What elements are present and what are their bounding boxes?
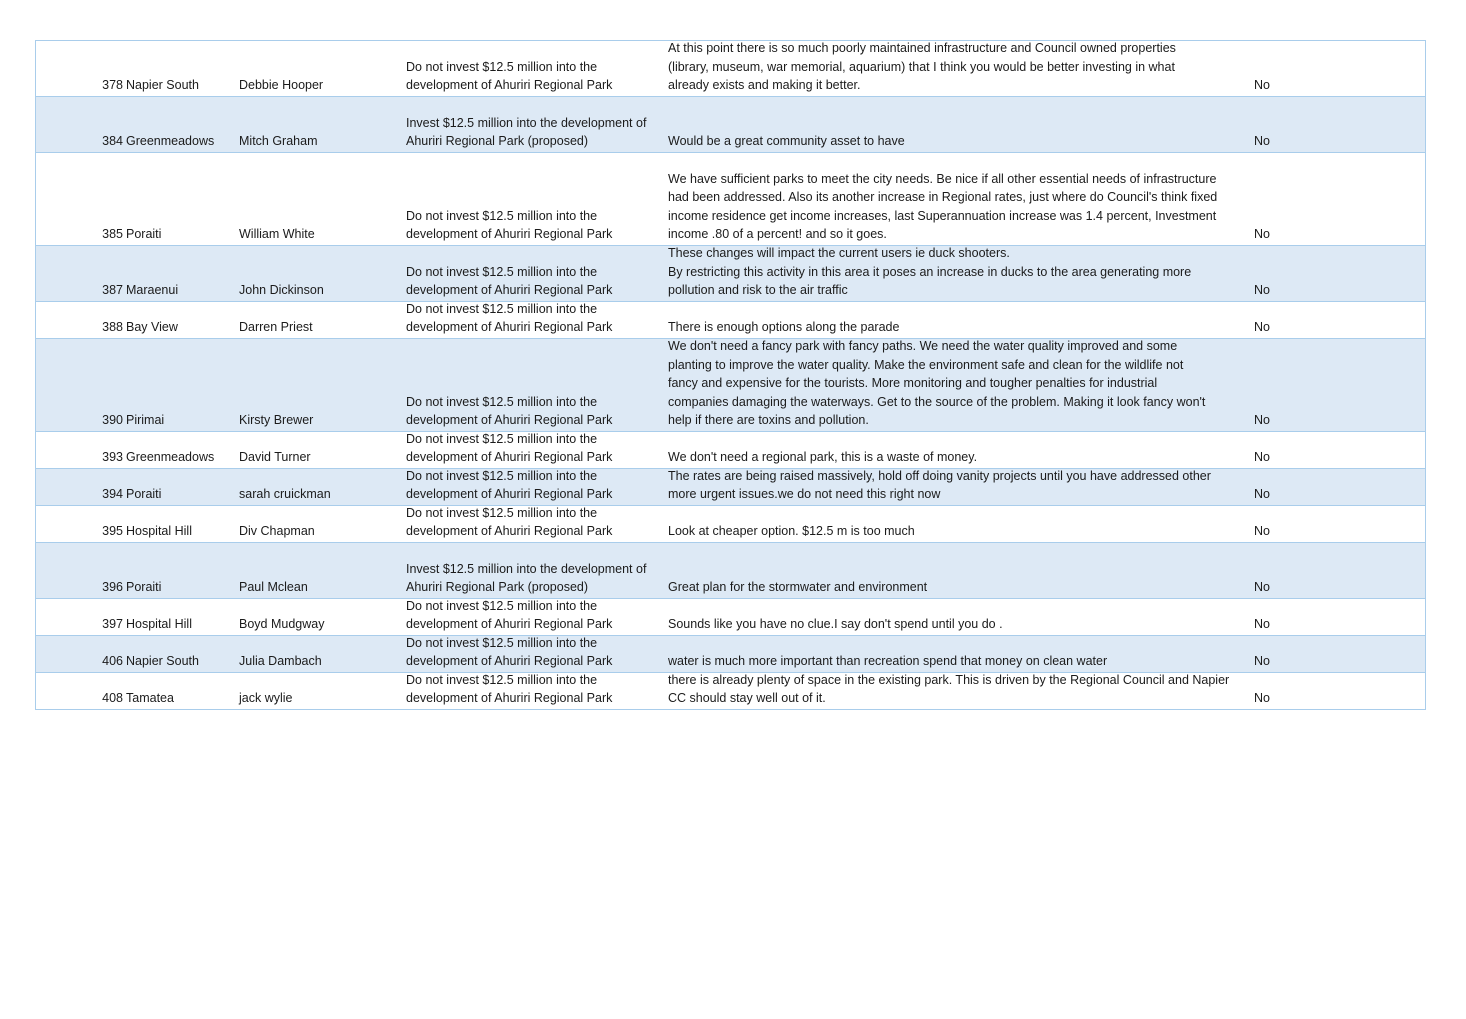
table-row [36,673,1425,710]
suburb: Poraiti [126,487,162,502]
submission-id: 390 [102,413,123,428]
suburb: Hospital Hill [126,617,192,632]
comment: These changes will impact the current users ie duck shooters. By restricting this activity in this area it poses an increase in ducks to the area generating more pollution and risk to the air traffic [668,246,1192,298]
submitter-name: Boyd Mudgway [239,617,325,632]
submission-id: 397 [102,617,123,632]
answer-flag: No [1254,524,1270,539]
selected-option: Do not invest $12.5 million into the development of Ahuriri Regional Park [406,264,613,298]
answer-flag: No [1254,134,1270,149]
submitter-name: William White [239,227,315,242]
answer-flag: No [1254,450,1270,465]
selected-option: Invest $12.5 million into the development of Ahuriri Regional Park (proposed) [406,115,647,149]
selected-option: Do not invest $12.5 million into the development of Ahuriri Regional Park [406,394,613,428]
table-row [36,153,1425,246]
table-row [36,543,1425,599]
suburb: Napier South [126,78,199,93]
answer-flag: No [1254,617,1270,632]
suburb: Greenmeadows [126,450,215,465]
submission-id: 408 [102,691,123,706]
submitter-name: Div Chapman [239,524,315,539]
submission-id: 394 [102,487,123,502]
selected-option: Do not invest $12.5 million into the development of Ahuriri Regional Park [406,672,613,706]
table-row [36,469,1425,506]
table-row [36,97,1425,153]
selected-option: Do not invest $12.5 million into the development of Ahuriri Regional Park [406,431,613,465]
selected-option: Do not invest $12.5 million into the development of Ahuriri Regional Park [406,635,613,669]
submitter-name: jack wylie [239,691,293,706]
comment: Sounds like you have no clue.I say don't spend until you do . [668,617,1003,632]
submitter-name: Julia Dambach [239,654,322,669]
suburb: Pirimai [126,413,165,428]
submitter-name: Paul Mclean [239,580,308,595]
table-row [36,302,1425,339]
comment: water is much more important than recreation spend that money on clean water [668,654,1108,669]
submission-id: 396 [102,580,123,595]
table-row [36,599,1425,636]
selected-option: Invest $12.5 million into the development of Ahuriri Regional Park (proposed) [406,561,647,595]
submitter-name: Kirsty Brewer [239,413,314,428]
selected-option: Do not invest $12.5 million into the development of Ahuriri Regional Park [406,598,613,632]
submission-id: 395 [102,524,123,539]
comment: there is already plenty of space in the existing park. This is driven by the Regional Council and Napier CC should stay well out of it. [668,672,1230,706]
comment: Great plan for the stormwater and environment [668,580,928,595]
submission-id: 378 [102,78,123,93]
submitter-name: Darren Priest [239,320,313,335]
submission-id: 385 [102,227,123,242]
suburb: Hospital Hill [126,524,192,539]
selected-option: Do not invest $12.5 million into the development of Ahuriri Regional Park [406,208,613,242]
comment: Look at cheaper option. $12.5 m is too much [668,524,915,539]
comment: The rates are being raised massively, hold off doing vanity projects until you have addressed other more urgent issues.we do not need this right now [668,468,1211,502]
submitter-name: David Turner [239,450,311,465]
submitter-name: sarah cruickman [239,487,331,502]
selected-option: Do not invest $12.5 million into the development of Ahuriri Regional Park [406,301,613,335]
answer-flag: No [1254,283,1270,298]
comment: We don't need a regional park, this is a waste of money. [668,450,978,465]
suburb: Napier South [126,654,199,669]
selected-option: Do not invest $12.5 million into the development of Ahuriri Regional Park [406,505,613,539]
suburb: Greenmeadows [126,134,215,149]
submission-id: 388 [102,320,123,335]
table-row [36,432,1425,469]
suburb: Maraenui [126,283,179,298]
submission-id: 387 [102,283,123,298]
comment: Would be a great community asset to have [668,134,905,149]
submissions-table [35,40,1426,710]
answer-flag: No [1254,487,1270,502]
table-row [36,636,1425,673]
answer-flag: No [1254,413,1270,428]
suburb: Poraiti [126,227,162,242]
answer-flag: No [1254,691,1270,706]
submitter-name: Mitch Graham [239,134,318,149]
answer-flag: No [1254,227,1270,242]
submission-id: 393 [102,450,123,465]
suburb: Poraiti [126,580,162,595]
suburb: Tamatea [126,691,174,706]
submission-id: 384 [102,134,123,149]
comment: There is enough options along the parade [668,320,900,335]
selected-option: Do not invest $12.5 million into the development of Ahuriri Regional Park [406,59,613,93]
selected-option: Do not invest $12.5 million into the development of Ahuriri Regional Park [406,468,613,502]
table-row [36,41,1425,97]
submitter-name: John Dickinson [239,283,324,298]
suburb: Bay View [126,320,178,335]
submission-id: 406 [102,654,123,669]
table-row [36,246,1425,302]
submitter-name: Debbie Hooper [239,78,324,93]
comment: We have sufficient parks to meet the city needs. Be nice if all other essential needs of infrastructure had been addressed. Also its another increase in Regional rates, just where do Council's think fixed income residence get income increases, last Superannuation increase was 1.4 percent, Investment income .80 of a percent! and so it goes. [668,171,1218,242]
answer-flag: No [1254,580,1270,595]
answer-flag: No [1254,654,1270,669]
answer-flag: No [1254,78,1270,93]
table-row [36,506,1425,543]
comment: At this point there is so much poorly maintained infrastructure and Council owned properties (library, museum, war memorial, aquarium) that I think you would be better investing in what already exists and making it better. [668,41,1176,93]
table-row [36,339,1425,432]
answer-flag: No [1254,320,1270,335]
comment: We don't need a fancy park with fancy paths. We need the water quality improved and some planting to improve the water quality. Make the environment safe and clean for the wildlife not fancy and expensive for the tourists. More monitoring and tougher penalties for industrial companies damaging the waterways. Get to the source of the problem. Making it look fancy won't help if there are toxins and pollution. [668,339,1206,428]
